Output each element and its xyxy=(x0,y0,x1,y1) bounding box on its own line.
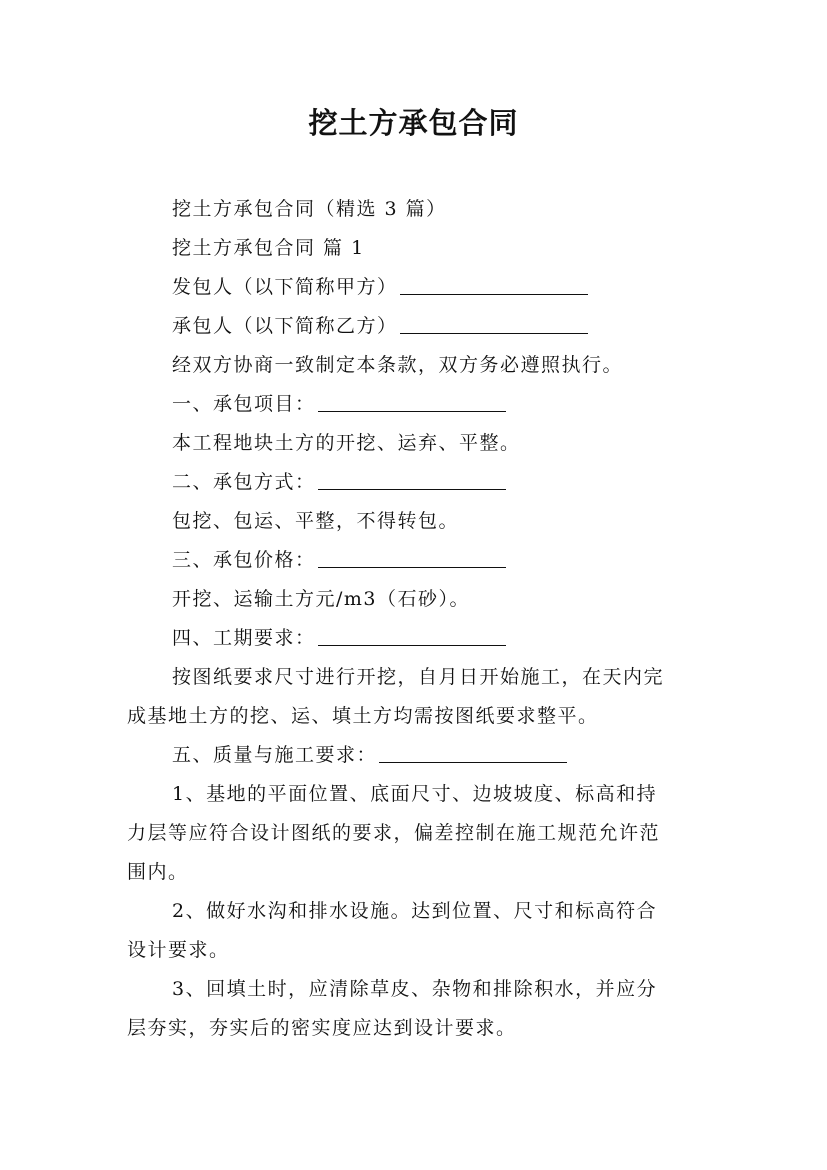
line-text: 3、回填土时，应清除草皮、杂物和排除积水，并应分 xyxy=(172,978,658,1000)
paragraph-line xyxy=(127,307,707,345)
document-title: 挖土方承包合同 xyxy=(308,106,519,140)
paragraph-line xyxy=(127,580,707,618)
paragraph-line xyxy=(127,1009,707,1047)
line-text: 按图纸要求尺寸进行开挖，自月日开始施工，在天内完 xyxy=(172,666,665,688)
paragraph-line xyxy=(127,814,707,852)
line-text: 发包人（以下简称甲方） xyxy=(172,276,398,298)
fill-in-blank xyxy=(400,313,588,334)
fill-in-blank xyxy=(318,469,506,490)
paragraph-line xyxy=(127,229,707,267)
paragraph-line xyxy=(127,853,707,891)
paragraph-line xyxy=(127,892,707,930)
paragraph-line xyxy=(127,658,707,696)
line-text: 挖土方承包合同 篇 1 xyxy=(172,237,365,259)
line-text: 本工程地块土方的开挖、运弃、平整。 xyxy=(172,432,521,454)
line-text: 承包人（以下简称乙方） xyxy=(172,315,398,337)
paragraph-line xyxy=(127,346,707,384)
line-text: 开挖、运输土方元/m3（石砂）。 xyxy=(172,588,471,610)
fill-in-blank xyxy=(318,625,506,646)
paragraph-line xyxy=(127,463,707,501)
fill-in-blank xyxy=(318,547,506,568)
line-text: 三、承包价格： xyxy=(172,549,316,571)
paragraph-line xyxy=(127,541,707,579)
paragraph-line xyxy=(127,190,707,228)
line-text: 四、工期要求： xyxy=(172,627,316,649)
line-text: 挖土方承包合同（精选 3 篇） xyxy=(172,198,447,220)
line-text: 一、承包项目： xyxy=(172,393,316,415)
line-text: 层夯实，夯实后的密实度应达到设计要求。 xyxy=(127,1017,517,1039)
fill-in-blank xyxy=(318,391,506,412)
paragraph-line xyxy=(127,502,707,540)
fill-in-blank xyxy=(400,274,588,295)
line-text: 二、承包方式： xyxy=(172,471,316,493)
paragraph-line xyxy=(127,268,707,306)
line-text: 五、质量与施工要求： xyxy=(172,744,378,766)
line-text: 经双方协商一致制定本条款，双方务必遵照执行。 xyxy=(172,354,624,376)
paragraph-line xyxy=(127,775,707,813)
line-text: 成基地土方的挖、运、填土方均需按图纸要求整平。 xyxy=(127,705,599,727)
paragraph-line xyxy=(127,736,707,774)
paragraph-line xyxy=(127,970,707,1008)
paragraph-line xyxy=(127,385,707,423)
line-text: 力层等应符合设计图纸的要求，偏差控制在施工规范允许范 xyxy=(127,822,661,844)
paragraph-line xyxy=(127,424,707,462)
line-text: 设计要求。 xyxy=(127,939,230,961)
paragraph-line xyxy=(127,619,707,657)
line-text: 1、基地的平面位置、底面尺寸、边坡坡度、标高和持 xyxy=(172,783,658,805)
line-text: 2、做好水沟和排水设施。达到位置、尺寸和标高符合 xyxy=(172,900,658,922)
paragraph-line xyxy=(127,931,707,969)
paragraph-line xyxy=(127,697,707,735)
fill-in-blank xyxy=(379,742,567,763)
line-text: 围内。 xyxy=(127,861,189,883)
line-text: 包挖、包运、平整，不得转包。 xyxy=(172,510,460,532)
